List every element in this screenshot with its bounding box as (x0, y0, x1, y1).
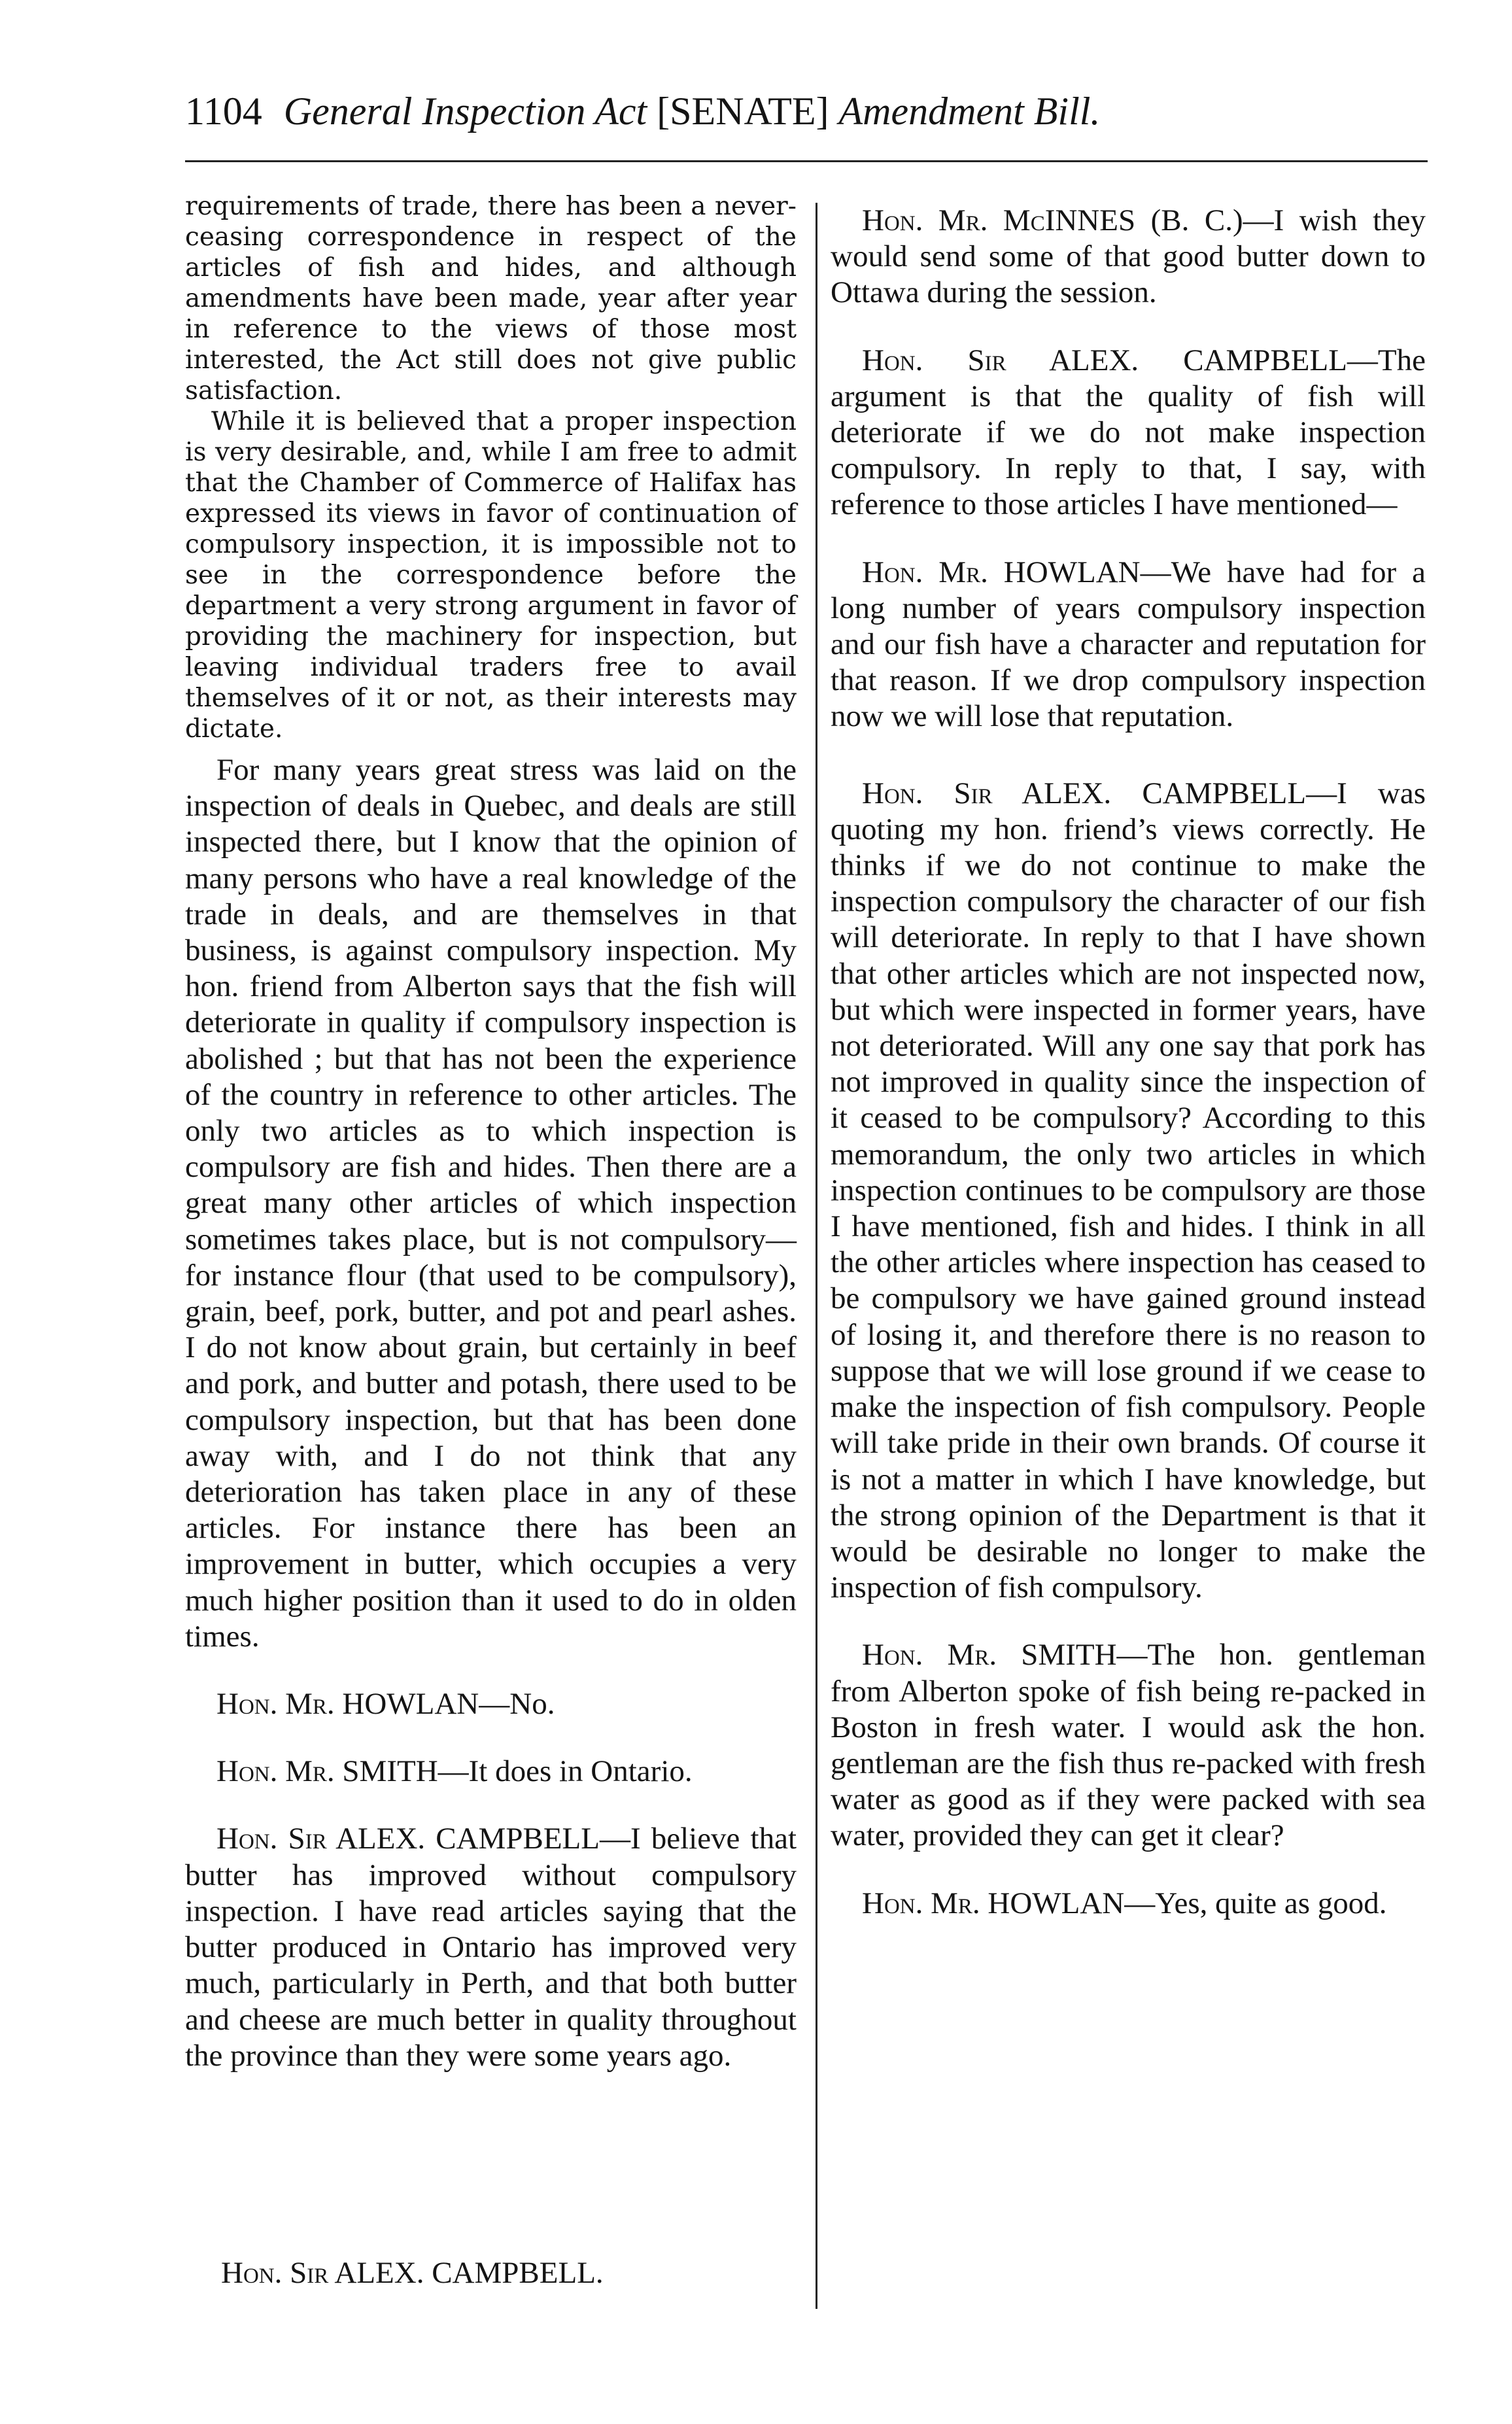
header-bill-title: Amendment Bill. (838, 90, 1101, 133)
speech-paragraph (831, 1637, 1426, 1854)
speaker-name: Hon. Mr. HOWLAN (216, 1687, 479, 1722)
speech-paragraph (185, 1686, 797, 1722)
speech-text: —It does in Ontario. (438, 1754, 693, 1789)
speech-paragraph (831, 1886, 1426, 1922)
speech-text: —I wish they would send some of that good butter down to Ottawa during the session. (831, 203, 1426, 310)
footer-running-head: Hon. Sir ALEX. CAMPBELL. (221, 2256, 604, 2290)
speech-text: —I believe that butter has improved without compulsory inspection. I have read articles saying that the butter produced in Ontario has improved very much, particularly in Perth, and that both butter and cheese are much better in quality throughout the province than they were some years ago. (185, 1822, 797, 2073)
speech-text: —Yes, quite as good. (1124, 1886, 1387, 1920)
speech-paragraph (831, 203, 1426, 311)
right-column (831, 191, 1426, 1922)
speech-paragraph (831, 555, 1426, 735)
speech-text: —We have had for a long number of years compulsory inspection and our fish have a character and reputation for that reason. If we drop compulsory inspection now we will lose that reputation. (831, 555, 1426, 734)
speaker-name: Hon. Mr. McINNES (B. C.) (862, 203, 1243, 237)
page-number: 1104 (185, 90, 262, 133)
speech-paragraph (831, 343, 1426, 523)
column-divider (816, 203, 817, 2309)
speaker-name: Hon. Sir ALEX. CAMPBELL (862, 776, 1307, 810)
memo-paragraph: requirements of trade, there has been a never-ceasing correspondence in respect of the articles of fish and hides, and although amendments have been made, year after year in reference to the views of those most interested, the Act still does not give public satisfaction. (185, 192, 797, 406)
speaker-name: Hon. Mr. HOWLAN (862, 1886, 1125, 1920)
speech-text: —No. (479, 1687, 555, 1722)
speaker-name: Hon. Mr. HOWLAN (862, 555, 1141, 589)
memo-paragraph: While it is believed that a proper inspection is very desirable, and, while I am free to admit that the Chamber of Commerce of Halifax has expressed its views in favor of continuation of compulsory inspection, it is impossible not to see in the correspondence before the department a very strong argument in favor of providing the machinery for inspection, but leaving individual traders free to avail themselves of it or not, as their interests may dictate. (185, 407, 797, 744)
speech-text: —The hon. gentleman from Alberton spoke of fish being re-packed in Boston in fresh water. I would ask the hon. gentleman are the fish thus re-packed with fresh water as good as if they were packed with sea water, provided they can get it clear? (831, 1638, 1426, 1853)
header-act-title: General Inspection Act (283, 90, 647, 133)
left-column (185, 191, 797, 2074)
speech-paragraph: For many years great stress was laid on the inspection of deals in Quebec, and deals are still inspected there, but I know that the opinion of many persons who have a real knowledge of the trade in deals, and are themselves in that business, is against compulsory inspection. My hon. friend from Alberton says that the fish will deteriorate in quality if compulsory inspection is abolished ; but that has not been the experience of the country in reference to other articles. The only two articles as to which inspection is compulsory are fish and hides. Then there are a great many other articles of which inspection sometimes takes place, but is not compulsory— for instance flour (that used to be compulsory), grain, beef, pork, butter, and pot and pearl ashes. I do not know about grain, but certainly in beef and pork, and butter and potash, there used to be compulsory inspection, but that has been done away with, and I do not think that any deterioration has taken place in any of these articles. For instance there has been an improvement in butter, which occupies a very much higher position than it used to do in olden times. (185, 753, 797, 1654)
speech-paragraph (185, 1754, 797, 1790)
speaker-name: Hon. Mr. SMITH (862, 1638, 1117, 1672)
speech-text: —The argument is that the quality of fish will deteriorate if we do not make inspection compulsory. In reply to that, I say, with reference to those articles I have mentioned— (831, 343, 1426, 522)
speech-paragraph (185, 1821, 797, 2073)
speech-paragraph (831, 776, 1426, 1606)
speaker-name: Hon. Sir ALEX. CAMPBELL (862, 343, 1347, 377)
speaker-name: Hon. Sir ALEX. CAMPBELL (216, 1822, 600, 1856)
speech-text: —I was quoting my hon. friend’s views correctly. He thinks if we do not continue to make the inspection compulsory the character of our fish will deteriorate. In reply to that I have shown that other articles which are not inspected now, but which were inspected in former years, have not deteriorated. Will any one say that pork has not improved in quality since the inspection of it ceased to be compulsory? According to this memorandum, the only two articles in which inspection continues to be compulsory are those I have mentioned, fish and hides. I think in all the other articles where inspection has ceased to be compulsory we have gained ground instead of losing it, and therefore there is no reason to suppose that we will lose ground if we cease to make the inspection of fish compulsory. People will take pride in their own brands. Of course it is not a matter in which I have knowledge, but the strong opinion of the Department is that it would be desirable no longer to make the inspection of fish compulsory. (831, 776, 1426, 1605)
page-header (185, 85, 1428, 137)
speaker-name: Hon. Mr. SMITH (216, 1754, 438, 1789)
header-chamber: [SENATE] (657, 90, 829, 133)
header-rule (185, 160, 1428, 162)
